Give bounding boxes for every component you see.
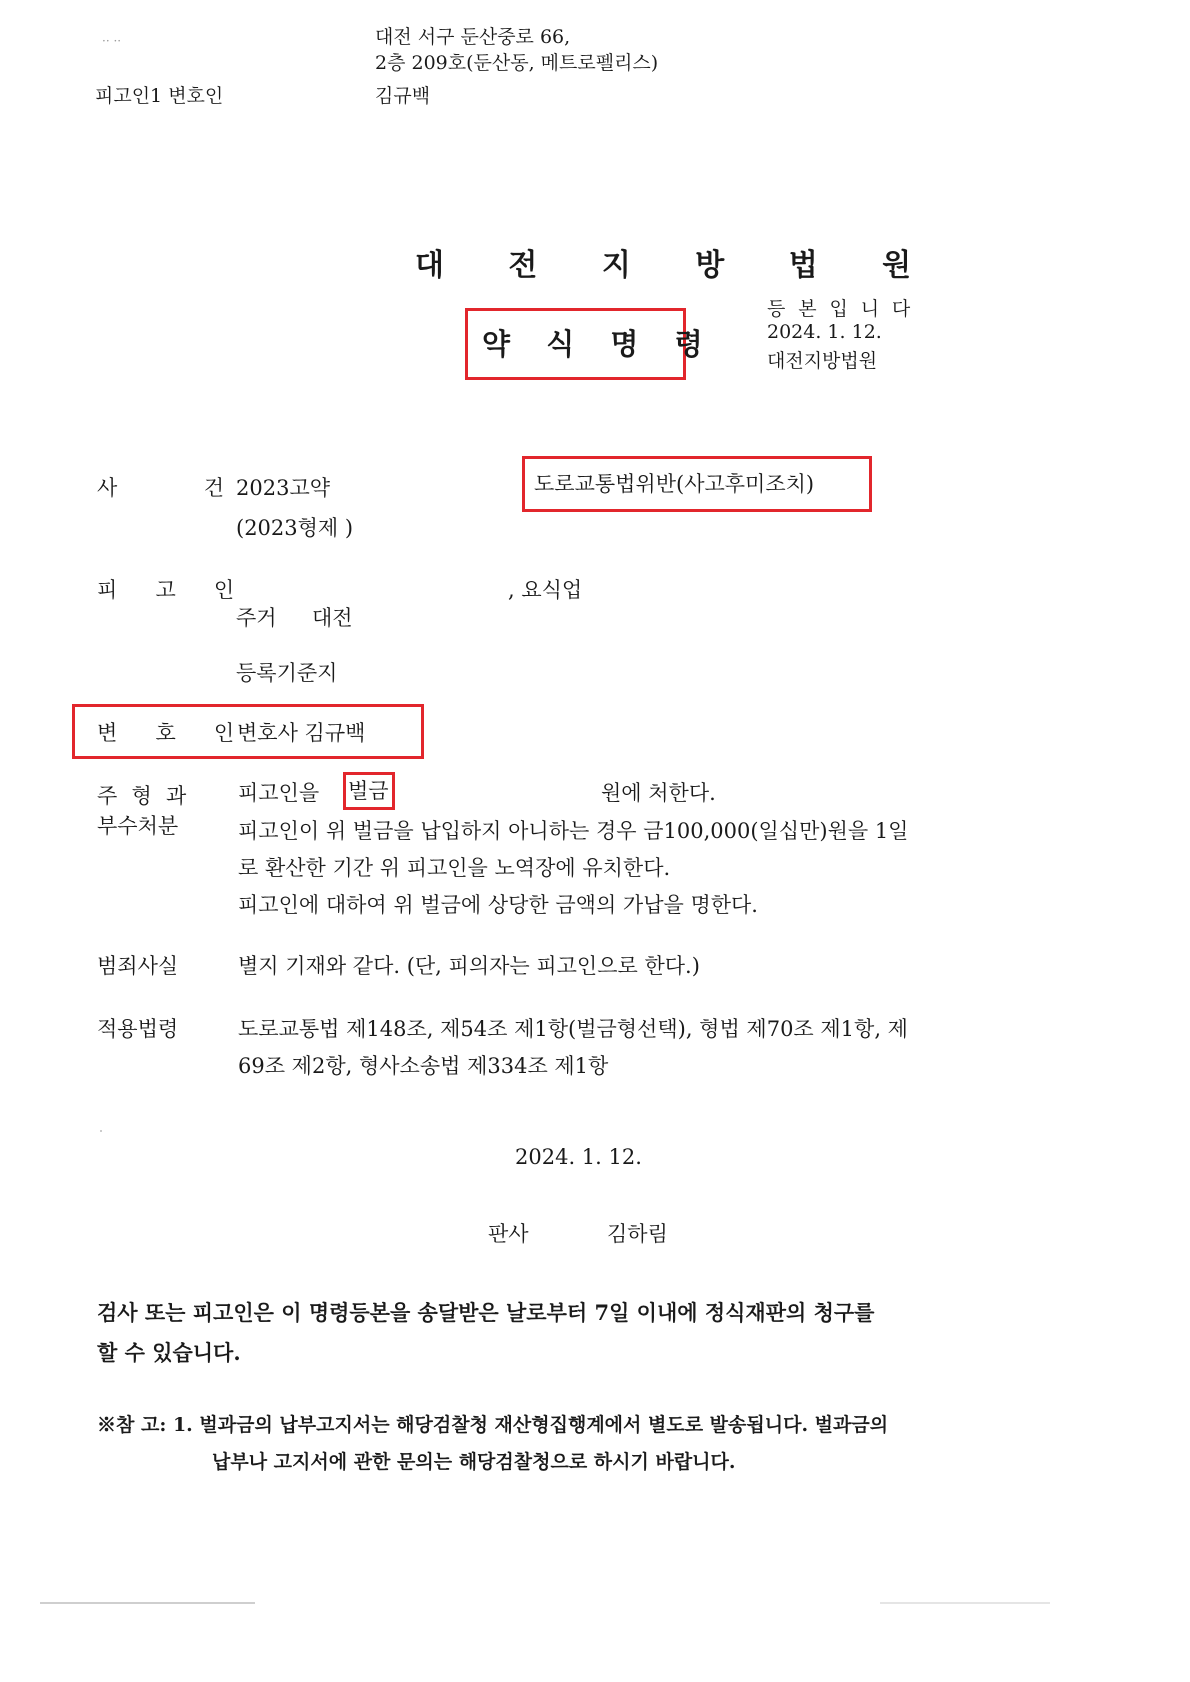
judge-name: 김하림 — [607, 1222, 668, 1246]
sentence-line-1-suffix: 원에 처한다. — [601, 781, 716, 805]
defendant-occupation: , 요식업 — [508, 578, 583, 602]
crime-facts-value: 별지 기재와 같다. (단, 피의자는 피고인으로 한다.) — [238, 954, 700, 978]
certified-copy-date: 2024. 1. 12. — [767, 321, 882, 343]
applied-law-line-1: 도로교통법 제148조, 제54조 제1항(벌금형선택), 형법 제70조 제1항, 제 — [238, 1017, 908, 1041]
fine-word: 벌금 — [348, 779, 389, 803]
scan-artifact-line-right — [880, 1602, 1050, 1604]
address-line-1: 대전 서구 둔산중로 66, — [375, 26, 571, 48]
residence-label: 주거 — [236, 606, 277, 630]
registration-label: 등록기준지 — [236, 661, 338, 685]
prosecution-number: (2023형제 ) — [236, 516, 354, 540]
charge-highlight-box — [522, 456, 872, 512]
crime-facts-label: 범죄사실 — [97, 954, 179, 978]
order-date: 2024. 1. 12. — [515, 1145, 642, 1169]
applied-law-label: 적용법령 — [97, 1017, 179, 1041]
case-number: 2023고약 — [236, 476, 331, 500]
order-title: 약 식 명 령 — [482, 327, 716, 361]
sentence-label-line-1: 주 형 과 — [97, 784, 191, 808]
defense-attorney-name: 김규백 — [375, 85, 431, 107]
sentence-line-2: 피고인이 위 벌금을 납입하지 아니하는 경우 금100,000(일십만)원을 1일 — [238, 819, 909, 843]
order-title-highlight-box — [465, 308, 716, 380]
court-name: 대 전 지 방 법 원 — [415, 248, 939, 283]
defense-attorney-label: 피고인1 변호인 — [95, 85, 224, 107]
attorney-highlight-box — [72, 704, 424, 759]
reference-line-2: 납부나 고지서에 관한 문의는 해당검찰청으로 하시기 바랍니다. — [212, 1451, 736, 1473]
attorney-label: 변 호 인 — [97, 721, 250, 745]
residence-value: 대전 — [312, 606, 353, 630]
reference-line-1: ※참 고: 1. 벌과금의 납부고지서는 해당검찰청 재산형집행계에서 별도로 발송됩니다. 벌과금의 — [97, 1414, 889, 1436]
applied-law-line-2: 69조 제2항, 형사소송법 제334조 제1항 — [238, 1054, 609, 1078]
sentence-line-1-prefix: 피고인을 — [238, 781, 320, 805]
scan-artifact-dot — [100, 1130, 102, 1132]
attorney-value: 변호사 김규백 — [237, 721, 366, 745]
corner-mark: ·· ·· — [102, 34, 122, 48]
case-label: 사 건 — [97, 476, 264, 500]
judge-title: 판사 — [488, 1222, 529, 1246]
certified-copy-court: 대전지방법원 — [767, 350, 878, 372]
scan-artifact-line — [40, 1602, 255, 1604]
fine-highlight-box — [343, 772, 395, 810]
sentence-line-4: 피고인에 대하여 위 벌금에 상당한 금액의 가납을 명한다. — [238, 893, 758, 917]
defendant-label: 피 고 인 — [97, 578, 250, 602]
sentence-line-3: 로 환산한 기간 위 피고인을 노역장에 유치한다. — [238, 856, 671, 880]
charge-name: 도로교통법위반(사고후미조치) — [534, 472, 815, 496]
notice-line-1: 검사 또는 피고인은 이 명령등본을 송달받은 날로부터 7일 이내에 정식재판의 청구를 — [97, 1300, 875, 1325]
certified-copy-line-1: 등 본 입 니 다 — [767, 298, 914, 320]
address-line-2: 2층 209호(둔산동, 메트로펠리스) — [375, 52, 659, 74]
sentence-label-line-2: 부수처분 — [97, 814, 179, 838]
notice-line-2: 할 수 있습니다. — [97, 1340, 241, 1365]
